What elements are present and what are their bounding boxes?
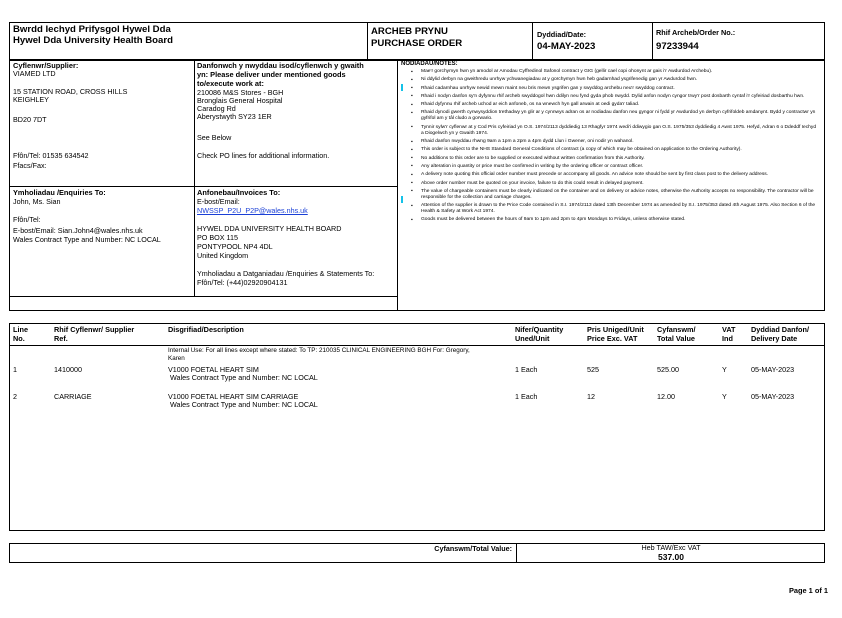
row1-ref: 1410000 bbox=[54, 365, 82, 374]
invoices-email-link[interactable]: NWSSP_P2U_P2P@wales.nhs.uk bbox=[197, 206, 308, 215]
supplier-address2: KEIGHLEY bbox=[13, 95, 49, 104]
doc-title-welsh: ARCHEB PRYNU bbox=[371, 26, 448, 37]
delivery-line-5: See Below bbox=[197, 133, 232, 142]
delivery-line-1: 210086 M&S Stores - BGH bbox=[197, 88, 284, 97]
delivery-line-2: Bronglais General Hospital bbox=[197, 96, 283, 105]
supplier-label: Cyflenwr/Supplier: bbox=[13, 61, 79, 70]
totals-label: Cyfanswm/Total Value: bbox=[434, 544, 512, 553]
note-item: ▪ Attention of the supplier is drawn to the Price Code contained in S.I. 1974/2113 dated 13th December 1974 as amended by S.I. 1975/353 dated 4th August 1975. Also Section 6 of the Health & Safety at Work Act 1974. bbox=[401, 203, 818, 215]
enquiries-contract: Wales Contract Type and Number: NC LOCAL bbox=[13, 235, 161, 244]
invoices-line-3: PONTYPOOL NP4 4DL bbox=[197, 242, 273, 251]
row2-vat: Y bbox=[722, 392, 727, 401]
note-item: ▪ No additions to this order are to be supplied or executed without written confirmation from this Authority. bbox=[401, 156, 818, 162]
note-item: ▪ Rhaid dynodi gwerth cynwysyddion trethadwy yn glir ar y cynnwys adran os ar nodiadau danfon neu gyngor ni fydd yr Awdurdod yn derbyn cyfrifoldeb amdanynt. Bydd y contractwr yn gyfrifol am y tâl cludo a gorwario. bbox=[401, 110, 818, 122]
invoices-email-label: E-bost/Email: bbox=[197, 197, 240, 206]
invoices-line-2: PO BOX 115 bbox=[197, 233, 239, 242]
note-item: ▪ A delivery note quoting this official order number must precede or accompany all goods. An advice note should be sent by first class post to the delivery address. bbox=[401, 172, 818, 178]
row2-ref: CARRIAGE bbox=[54, 392, 92, 401]
row2-desc-contract: Wales Contract Type and Number: NC LOCAL bbox=[168, 400, 318, 409]
delivery-heading-3: to/execute work at: bbox=[197, 79, 264, 88]
note-item: ▪ Rhaid cadarnhau unrhyw newid mewn maint neu bris mewn ysgrifen gan y swyddog archebu neu'r swyddog contract. bbox=[401, 86, 818, 92]
note-item: ▪ Tynnir sylw'r cyflenwr at y Cod Pris cyfeiriad yn O.S. 1974/2113 dyddiedig 13 Rhagfyr 1974 wedi'i ddiwygio gan O.S. 1975/353 dyddiedig 4 Awst 1975. Hefyd, Adran 6 o Ddeddf Iechyd a Diogelwch yn y Gwaith 1974. bbox=[401, 125, 818, 137]
order-no-value: 97233944 bbox=[656, 41, 699, 52]
col-delivery-h1: Dyddiad Danfon/ bbox=[751, 325, 809, 334]
row2-qty: 1 Each bbox=[515, 392, 538, 401]
col-ref-h1: Rhif Cyflenwr/ Supplier bbox=[54, 325, 135, 334]
info-divider-v1 bbox=[194, 60, 195, 297]
row1-vat: Y bbox=[722, 365, 727, 374]
lines-table-header-rule bbox=[9, 345, 825, 346]
totals-value: 537.00 bbox=[658, 552, 684, 562]
note-item: ▪ Rhaid dyfynnu rhif archeb uchod ar eich anfoneb, os na wnewch hyn gall arwain at oedi gyda'r taliad. bbox=[401, 102, 818, 108]
supplier-address1: 15 STATION ROAD, CROSS HILLS bbox=[13, 87, 128, 96]
col-delivery-h2: Delivery Date bbox=[751, 334, 798, 343]
header-divider-1 bbox=[367, 22, 368, 60]
col-vat-h1: VAT bbox=[722, 325, 736, 334]
notes-list bbox=[401, 69, 818, 223]
note-item: ▪ Rhaid danfon nwyddau rhwng 9am a 1pm a 2pm a 4pm dydd Llun i Gwener, oni nodir yn wahanol. bbox=[401, 139, 818, 145]
note-item: ▪ Any alteration in quantity or price must be confirmed in writing by the ordering officer or contract officer. bbox=[401, 164, 818, 170]
org-name-english: Hywel Dda University Health Board bbox=[13, 35, 173, 46]
page-indicator: Page 1 of 1 bbox=[788, 586, 828, 595]
col-price-h2: Price Exc. VAT bbox=[587, 334, 638, 343]
col-line-h2: No. bbox=[13, 334, 25, 343]
note-item: ▪ Mae'r gorchymyn hwn yn amodol ar Amodau Cyffredinol Safonol contract y GIG (gellir cael copi ohonynt ar gais i'r Awdurdod Archebu). bbox=[401, 69, 818, 75]
row1-delivery: 05-MAY-2023 bbox=[751, 365, 795, 374]
internal-use-line-2: Karen bbox=[168, 355, 185, 362]
col-qty-h2: Uned/Unit bbox=[515, 334, 550, 343]
supplier-postcode: BD20 7DT bbox=[13, 115, 47, 124]
col-line-h1: Line bbox=[13, 325, 28, 334]
row2-total: 12.00 bbox=[657, 392, 675, 401]
header-divider-3 bbox=[652, 22, 653, 60]
date-value: 04-MAY-2023 bbox=[537, 41, 596, 52]
row1-unit-price: 525 bbox=[587, 365, 599, 374]
doc-title-english: PURCHASE ORDER bbox=[371, 38, 463, 49]
delivery-line-6: Check PO lines for additional information. bbox=[197, 151, 330, 160]
enquiries-label: Ymholiadau /Enquiries To: bbox=[13, 188, 106, 197]
row2-unit-price: 12 bbox=[587, 392, 595, 401]
invoices-line-4: United Kingdom bbox=[197, 251, 249, 260]
totals-vat-label: Heb TAW/Exc VAT bbox=[641, 543, 701, 552]
delivery-line-4: Aberystwyth SY23 1ER bbox=[197, 112, 272, 121]
note-item: ▪ Ni ddylid derbyn na gweithredu unrhyw ychwanegiadau at y gorchymyn hwn heb gadarnhad ysgrifenedig gan yr Awdurdod hwn. bbox=[401, 77, 818, 83]
enquiries-name: John, Ms. Sian bbox=[13, 197, 61, 206]
info-divider-h2 bbox=[9, 296, 398, 297]
org-name-welsh: Bwrdd Iechyd Prifysgol Hywel Dda bbox=[13, 24, 171, 35]
internal-use-line-1: Internal Use: For all lines except where stated: To TP: 210035 CLINICAL ENGINEERING BGH For: Gregory, bbox=[168, 347, 470, 354]
date-label: Dyddiad/Date: bbox=[537, 30, 587, 39]
row1-desc: V1000 FOETAL HEART SIM bbox=[168, 365, 259, 374]
col-desc-h1: Disgrifiad/Description bbox=[168, 325, 244, 334]
note-item: ▪ This order is subject to the NHS Standard General Conditions of contract (a copy of which may be obtained on application to the Ordering Authority). bbox=[401, 147, 818, 153]
invoices-line-1: HYWEL DDA UNIVERSITY HEALTH BOARD bbox=[197, 224, 342, 233]
col-qty-h1: Nifer/Quantity bbox=[515, 325, 564, 334]
supplier-fax: Ffacs/Fax: bbox=[13, 161, 47, 170]
delivery-line-3: Caradog Rd bbox=[197, 104, 236, 113]
note-item: ▪ Above order number must be quoted on your invoice, failure to do this could result in delayed payment. bbox=[401, 181, 818, 187]
delivery-heading-2: yn: Please deliver under mentioned goods bbox=[197, 70, 346, 79]
order-no-label: Rhif Archeb/Order No.: bbox=[656, 28, 736, 37]
note-item: ▪ Goods must be delivered between the hours of 9am to 1pm and 2pm to 4pm Mondays to Fridays, unless otherwise stated. bbox=[401, 217, 818, 223]
col-total-h2: Total Value bbox=[657, 334, 695, 343]
header-divider-2 bbox=[532, 22, 533, 60]
row2-desc: V1000 FOETAL HEART SIM CARRIAGE bbox=[168, 392, 299, 401]
supplier-phone: Ffôn/Tel: 01535 634542 bbox=[13, 151, 89, 160]
notes-panel bbox=[401, 69, 818, 226]
info-divider-h1 bbox=[9, 186, 398, 187]
col-ref-h2: Ref. bbox=[54, 334, 68, 343]
note-item: ▪ The value of chargeable containers must be clearly indicated on the container and on delivery or advice notes, otherwise the Authority accepts no responsibility. The contractor will be responsible for the collection and carriage charges. bbox=[401, 189, 818, 201]
note-item: ▪ Rhaid i nodyn danfon sy'n dyfynnu rhif archeb swyddogol hwn ddilyn neu fynd gyda phob nwydd. Dylid anfon nodyn cyngor trwy'r post dosbarth cyntaf i'r cyfeiriad dosbarthu hwn. bbox=[401, 94, 818, 100]
row2-delivery: 05-MAY-2023 bbox=[751, 392, 795, 401]
col-total-h1: Cyfanswm/ bbox=[657, 325, 696, 334]
supplier-name: VIAMED LTD bbox=[13, 69, 56, 78]
delivery-heading-1: Danfonwch y nwyddau isod/cyflenwch y gwaith bbox=[197, 61, 364, 70]
invoices-statements: Ymholiadau a Datganiadau /Enquiries & Statements To: bbox=[197, 269, 375, 278]
row2-line: 2 bbox=[13, 392, 17, 401]
row1-total: 525.00 bbox=[657, 365, 679, 374]
enquiries-phone: Ffôn/Tel: bbox=[13, 215, 41, 224]
enquiries-email: E-bost/Email: Sian.John4@wales.nhs.uk bbox=[13, 226, 143, 235]
col-vat-h2: Ind bbox=[722, 334, 733, 343]
col-price-h1: Pris Uniged/Unit bbox=[587, 325, 644, 334]
row1-qty: 1 Each bbox=[515, 365, 538, 374]
notes-label: NODIADAU/NOTES: bbox=[401, 61, 458, 67]
invoices-statements-phone: Ffôn/Tel: (+44)02920904131 bbox=[197, 278, 288, 287]
row1-line: 1 bbox=[13, 365, 17, 374]
invoices-label: Anfonebau/Invoices To: bbox=[197, 188, 281, 197]
row1-desc-contract: Wales Contract Type and Number: NC LOCAL bbox=[168, 373, 318, 382]
